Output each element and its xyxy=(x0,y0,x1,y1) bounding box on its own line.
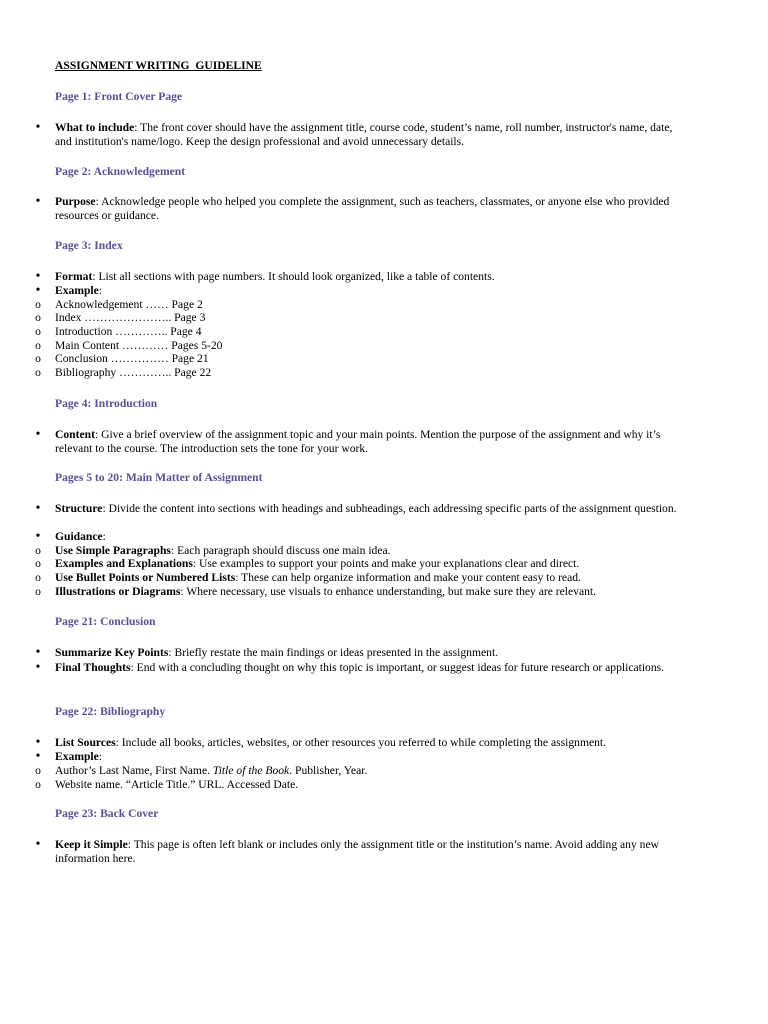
item-body: Include all books, articles, websites, or other resources you referred to while completing the assignment. xyxy=(118,736,607,749)
index-entry: Acknowledgement …… Page 2 xyxy=(55,298,203,311)
item-separator: : xyxy=(98,750,103,763)
section-heading: Page 2: Acknowledgement xyxy=(55,165,186,178)
bullet-icon: • xyxy=(35,269,41,284)
section-heading: Page 23: Back Cover xyxy=(55,807,159,820)
item-label: Structure xyxy=(55,502,103,515)
item-body: Use examples to support your points and make your explanations clear and direct. xyxy=(196,557,580,570)
bullet-icon: • xyxy=(35,660,41,675)
index-entry: Index ………………….. Page 3 xyxy=(55,311,206,324)
bullet-icon: • xyxy=(35,735,41,750)
list-item-text xyxy=(55,502,685,516)
citation-author: Author’s Last Name, First Name. xyxy=(55,764,213,777)
item-separator: : xyxy=(95,195,99,208)
citation-publisher: . Publisher, Year. xyxy=(289,764,368,777)
item-label: What to include xyxy=(55,121,135,134)
item-label: Use Simple Paragraphs xyxy=(55,544,171,557)
circle-bullet-icon: o xyxy=(35,311,41,324)
item-body: Divide the content into sections with headings and subheadings, each addressing specific parts of the assignment question. xyxy=(105,502,677,515)
item-body: These can help organize information and make your content easy to read. xyxy=(238,571,581,584)
list-item-text xyxy=(55,736,685,750)
item-separator: : xyxy=(102,502,106,515)
bullet-icon: • xyxy=(35,837,41,852)
section-heading: Page 21: Conclusion xyxy=(55,615,156,628)
item-body: List all sections with page numbers. It should look organized, like a table of contents. xyxy=(95,270,495,283)
item-label: Examples and Explanations xyxy=(55,557,193,570)
bullet-icon: • xyxy=(35,645,41,660)
section-heading: Page 1: Front Cover Page xyxy=(55,90,183,103)
circle-bullet-icon: o xyxy=(35,544,41,557)
item-label: Purpose xyxy=(55,195,96,208)
item-separator: : xyxy=(127,838,132,851)
circle-bullet-icon: o xyxy=(35,325,41,338)
item-label: Illustrations or Diagrams xyxy=(55,585,181,598)
item-separator: : xyxy=(170,544,175,557)
bullet-icon: • xyxy=(35,120,41,135)
list-item-text xyxy=(55,585,685,599)
item-separator: : xyxy=(134,121,138,134)
list-item-text xyxy=(55,284,685,298)
item-body: Briefly restate the main findings or ideas presented in the assignment. xyxy=(171,646,499,659)
circle-bullet-icon: o xyxy=(35,366,41,379)
item-separator: : xyxy=(94,428,99,441)
document-title: ASSIGNMENT WRITING GUIDELINE xyxy=(55,59,262,72)
item-body: Give a brief overview of the assignment topic and your main points. Mention the purpose of the assignment and why it’s relevant to the course. The introduction sets the tone for your work. xyxy=(55,428,661,455)
item-label: Format xyxy=(55,270,93,283)
item-separator: : xyxy=(180,585,184,598)
index-entry: Introduction ………….. Page 4 xyxy=(55,325,202,338)
circle-bullet-icon: o xyxy=(35,764,41,777)
item-body: End with a concluding thought on why this topic is important, or suggest ideas for future research or applications. xyxy=(133,661,665,674)
item-separator: : xyxy=(92,270,96,283)
circle-bullet-icon: o xyxy=(35,557,41,570)
list-item-text xyxy=(55,750,685,764)
index-entry: Bibliography ………….. Page 22 xyxy=(55,366,212,379)
circle-bullet-icon: o xyxy=(35,352,41,365)
section-heading: Pages 5 to 20: Main Matter of Assignment xyxy=(55,471,263,484)
list-item-text xyxy=(55,661,685,675)
circle-bullet-icon: o xyxy=(35,778,41,791)
item-separator: : xyxy=(102,530,106,543)
section-heading: Page 22: Bibliography xyxy=(55,705,166,718)
item-separator: : xyxy=(130,661,134,674)
list-item-text xyxy=(55,195,685,222)
circle-bullet-icon: o xyxy=(35,571,41,584)
list-item-text xyxy=(55,530,685,544)
index-entry: Main Content ………… Pages 5-20 xyxy=(55,339,223,352)
item-separator: : xyxy=(192,557,197,570)
item-label: Final Thoughts xyxy=(55,661,131,674)
item-label: Guidance xyxy=(55,530,103,543)
index-entry: Conclusion …………… Page 21 xyxy=(55,352,209,365)
bullet-icon: • xyxy=(35,501,41,516)
item-label: Summarize Key Points xyxy=(55,646,169,659)
item-label: Content xyxy=(55,428,95,441)
item-separator: : xyxy=(168,646,172,659)
item-body: Each paragraph should discuss one main idea. xyxy=(174,544,391,557)
item-body: The front cover should have the assignment title, course code, student’s name, roll number, instructor's name, date, and institution's name/logo. Keep the design professional and avoid unnecessary details. xyxy=(55,121,673,148)
citation-example xyxy=(55,764,685,778)
item-label: Keep it Simple xyxy=(55,838,128,851)
list-item-text xyxy=(55,571,685,585)
bullet-icon: • xyxy=(35,427,41,442)
list-item-text xyxy=(55,121,685,148)
item-separator: : xyxy=(235,571,239,584)
bullet-icon: • xyxy=(35,529,41,544)
item-label: Example xyxy=(55,284,99,297)
item-label: Example xyxy=(55,750,99,763)
section-heading: Page 3: Index xyxy=(55,239,123,252)
list-item-text xyxy=(55,428,685,455)
item-body: Acknowledge people who helped you complete the assignment, such as teachers, classmates, or anyone else who provided resources or guidance. xyxy=(55,195,670,222)
section-heading: Page 4: Introduction xyxy=(55,397,158,410)
bullet-icon: • xyxy=(35,749,41,764)
circle-bullet-icon: o xyxy=(35,339,41,352)
item-separator: : xyxy=(98,284,103,297)
item-separator: : xyxy=(115,736,119,749)
item-body: This page is often left blank or includes only the assignment title or the institution’s name. Avoid adding any new information here. xyxy=(55,838,659,865)
list-item-text xyxy=(55,557,685,571)
citation-example: Website name. “Article Title.” URL. Accessed Date. xyxy=(55,778,299,791)
list-item-text xyxy=(55,646,685,660)
circle-bullet-icon: o xyxy=(35,585,41,598)
item-label: List Sources xyxy=(55,736,116,749)
list-item-text xyxy=(55,544,685,558)
bullet-icon: • xyxy=(35,283,41,298)
item-body: Where necessary, use visuals to enhance understanding, but make sure they are relevant. xyxy=(183,585,597,598)
item-label: Use Bullet Points or Numbered Lists xyxy=(55,571,236,584)
list-item-text xyxy=(55,270,685,284)
list-item-text xyxy=(55,838,685,865)
circle-bullet-icon: o xyxy=(35,298,41,311)
citation-title: Title of the Book xyxy=(212,764,290,777)
bullet-icon: • xyxy=(35,194,41,209)
